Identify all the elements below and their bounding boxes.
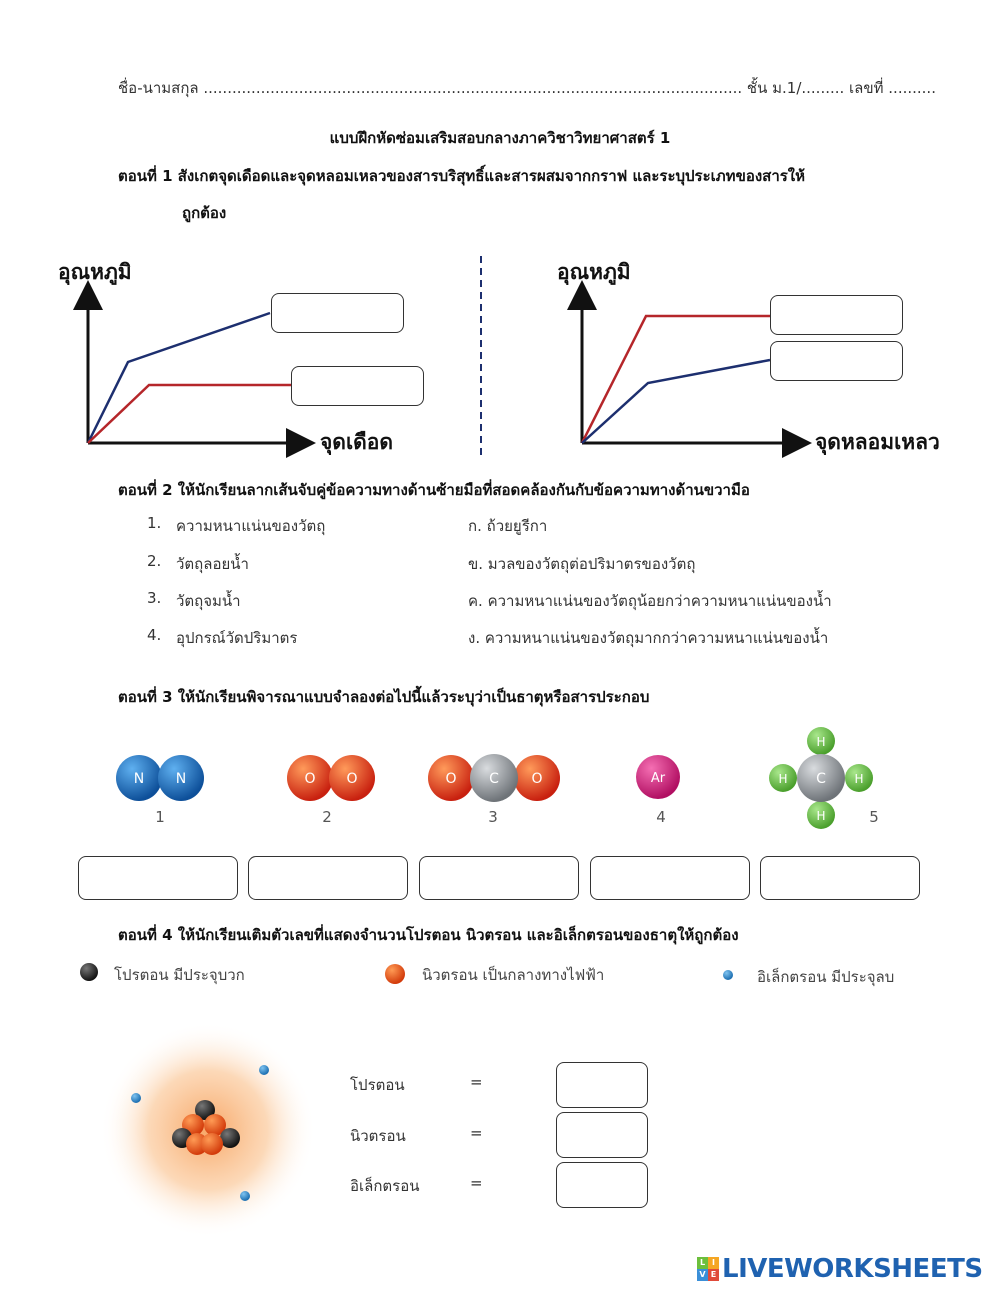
model-number: 3	[488, 808, 498, 826]
left-graph-ylabel: อุณหภูมิ	[58, 260, 132, 284]
model-5-ch4	[769, 727, 879, 829]
atom-label: H	[854, 772, 864, 786]
neutron-answer-box[interactable]	[556, 1112, 648, 1158]
neutron-label: นิวตรอน	[350, 1127, 406, 1145]
right-graph-ylabel: อุณหภูมิ	[557, 260, 631, 284]
match-right-item: ง. ความหนาแน่นของวัตถุมากกว่าความหนาแน่นของน้ำ	[468, 629, 829, 647]
answer-box-model-4[interactable]	[590, 856, 750, 900]
equals-sign: =	[470, 1073, 483, 1091]
atom-label: O	[445, 771, 457, 787]
model-number: 1	[155, 808, 165, 826]
proton-particle	[220, 1128, 240, 1148]
match-left-num: 3.	[147, 589, 162, 607]
part1-instruction: ตอนที่ 1 สังเกตจุดเดือดและจุดหลอมเหลวของสารบริสุทธิ์และสารผสมจากกราฟ และระบุประเภทของสารให้	[118, 167, 806, 185]
electron-particle	[259, 1065, 269, 1075]
atom-label: O	[304, 771, 316, 787]
atom-label: H	[816, 809, 826, 823]
model-2-o2	[287, 755, 375, 826]
match-left-item: อุปกรณ์วัดปริมาตร	[176, 629, 298, 647]
answer-box-model-3[interactable]	[419, 856, 579, 900]
proton-legend-icon	[80, 963, 98, 981]
atom-label: C	[816, 771, 826, 787]
right-graph-xlabel: จุดหลอมเหลว	[815, 430, 940, 454]
neutron-particle	[201, 1133, 223, 1155]
atom-label: O	[531, 771, 543, 787]
badge-letter: L	[697, 1257, 708, 1269]
model-3-co2	[428, 754, 560, 826]
electron-answer-box[interactable]	[556, 1162, 648, 1208]
badge-letter: V	[697, 1269, 708, 1281]
model-number: 2	[322, 808, 332, 826]
electron-legend-icon	[723, 970, 733, 980]
model-number: 5	[869, 808, 879, 826]
proton-label: โปรตอน	[350, 1076, 405, 1094]
badge-letter: I	[708, 1257, 719, 1269]
atom-label: O	[346, 771, 358, 787]
electron-label: อิเล็กตรอน	[350, 1177, 420, 1195]
part2-instruction: ตอนที่ 2 ให้นักเรียนลากเส้นจับคู่ข้อความทางด้านซ้ายมือที่สอดคล้องกันกับข้อความทางด้านขวามือ	[118, 481, 750, 499]
match-right-item: ข. มวลของวัตถุต่อปริมาตรของวัตถุ	[468, 555, 696, 573]
legend-proton: โปรตอน มีประจุบวก	[114, 966, 245, 984]
liveworksheets-logo[interactable]: LIVEWORKSHEETS	[722, 1254, 983, 1284]
equals-sign: =	[470, 1174, 483, 1192]
model-4-ar	[636, 755, 680, 826]
electron-particle	[131, 1093, 141, 1103]
atom-label: H	[816, 735, 826, 749]
match-right-item: ก. ถ้วยยูรีกา	[468, 517, 548, 535]
legend-neutron: นิวตรอน เป็นกลางทางไฟฟ้า	[422, 966, 605, 984]
match-right-item: ค. ความหนาแน่นของวัตถุน้อยกว่าความหนาแน่นของน้ำ	[468, 592, 832, 610]
electron-particle	[240, 1191, 250, 1201]
name-line: ชื่อ-นามสกุล ................................................................................................................. ชั้น ม.1/......... เลขที่ ..........	[118, 79, 936, 97]
atom-label: C	[489, 771, 499, 787]
answer-box-model-2[interactable]	[248, 856, 408, 900]
atom-label: N	[133, 771, 145, 787]
left-graph-xlabel: จุดเดือด	[320, 430, 394, 454]
match-left-num: 2.	[147, 552, 162, 570]
equals-sign: =	[470, 1124, 483, 1142]
part4-instruction: ตอนที่ 4 ให้นักเรียนเติมตัวเลขที่แสดงจำนวนโปรตอน นิวตรอน และอิเล็กตรอนของธาตุให้ถูกต้อง	[118, 926, 739, 944]
proton-answer-box[interactable]	[556, 1062, 648, 1108]
match-left-item: ความหนาแน่นของวัตถุ	[176, 517, 326, 535]
part1-instruction-cont: ถูกต้อง	[182, 204, 227, 222]
neutron-legend-icon	[385, 964, 405, 984]
part3-instruction: ตอนที่ 3 ให้นักเรียนพิจารณาแบบจำลองต่อไปนี้แล้วระบุว่าเป็นธาตุหรือสารประกอบ	[118, 688, 650, 706]
match-left-num: 1.	[147, 514, 162, 532]
match-left-item: วัตถุลอยน้ำ	[176, 555, 249, 573]
atom-label: Ar	[650, 771, 666, 786]
liveworksheets-badge-icon	[697, 1257, 719, 1281]
match-left-num: 4.	[147, 626, 162, 644]
atom-label: N	[175, 771, 187, 787]
badge-letter: E	[708, 1269, 719, 1281]
atom-model	[100, 1022, 316, 1238]
atom-label: H	[778, 772, 788, 786]
match-left-item: วัตถุจมน้ำ	[176, 592, 241, 610]
model-1-n2	[116, 755, 204, 826]
answer-box-model-5[interactable]	[760, 856, 920, 900]
model-number: 4	[656, 808, 666, 826]
legend-electron: อิเล็กตรอน มีประจุลบ	[757, 968, 895, 986]
answer-box-model-1[interactable]	[78, 856, 238, 900]
worksheet-title: แบบฝึกหัดซ่อมเสริมสอบกลางภาควิชาวิทยาศาสตร์ 1	[329, 129, 671, 147]
